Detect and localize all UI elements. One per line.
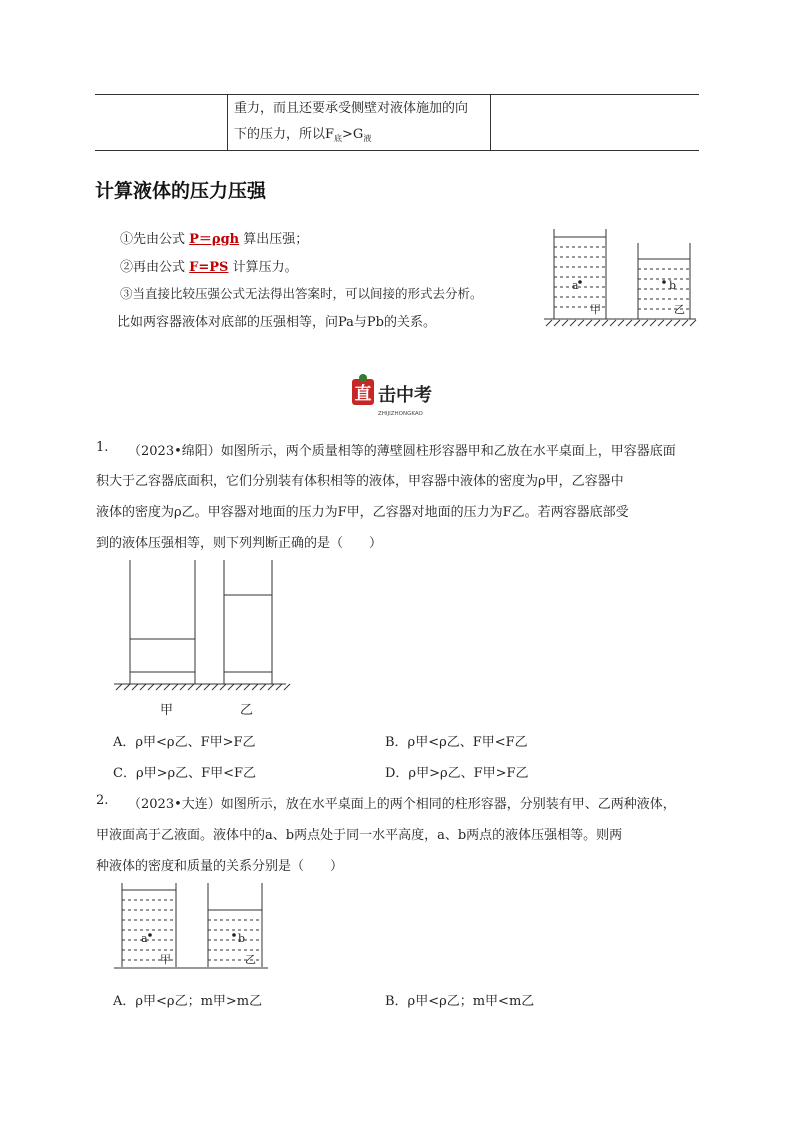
- label-jia: 甲: [590, 303, 601, 316]
- section-title: 计算液体的压力压强: [95, 180, 267, 202]
- question-1-figure: [112, 558, 292, 718]
- hint-example: 比如两容器液体对底部的压强相等，问Pa与Pb的关系。: [117, 315, 436, 330]
- question-2-line: 种液体的密度和质量的关系分别是（ ）: [96, 859, 344, 874]
- question-2-option-b[interactable]: B．ρ甲<ρ乙；m甲<m乙: [385, 994, 535, 1009]
- point-a: [578, 280, 582, 284]
- label-a: a: [141, 932, 148, 945]
- question-1-line: 到的液体压强相等，则下列判断正确的是（ ）: [96, 536, 383, 551]
- point-b: [232, 933, 236, 937]
- label-jia: 甲: [160, 703, 174, 718]
- zhijizhongkao-logo: [350, 373, 450, 419]
- logo-text: 击中考: [378, 385, 432, 406]
- question-2-line: （2023•大连）如图所示，放在水平桌面上的两个相同的柱形容器，分别装有甲、乙两种液体，: [128, 797, 676, 812]
- ground-hatching: [114, 684, 290, 690]
- question-2-option-a[interactable]: A．ρ甲<ρ乙；m甲>m乙: [113, 994, 263, 1009]
- logo-graphic: [350, 373, 450, 419]
- label-a: a: [572, 279, 579, 292]
- hint-figure: [540, 225, 700, 327]
- question-1-line: （2023•绵阳）如图所示，两个质量相等的薄壁圆柱形容器甲和乙放在水平桌面上，甲容器底面: [128, 444, 676, 459]
- question-1-line: 积大于乙容器底面积，它们分别装有体积相等的液体，甲容器中液体的密度为ρ甲，乙容器中: [96, 474, 624, 489]
- table-cell-text-line: 重力，而且还要承受侧壁对液体施加的向: [234, 101, 469, 116]
- logo-subtext: ZHIJIZHONGKAO: [378, 411, 423, 417]
- table-cell-text-line: 下的压力，所以$F_底>G_液$: [234, 127, 372, 143]
- question-1-option-d[interactable]: D．ρ甲>ρ乙、F甲>F乙: [385, 766, 529, 781]
- table-bottom-border: [95, 150, 699, 151]
- question-2-figure: [110, 879, 270, 977]
- logo-mark: 直: [354, 384, 372, 404]
- point-b: [662, 280, 666, 284]
- table-column-divider: [227, 94, 228, 150]
- hint-indirect: ③当直接比较压强公式无法得出答案时，可以间接的形式去分析。: [120, 286, 483, 301]
- question-1-option-a[interactable]: A．ρ甲<ρ乙、F甲>F乙: [113, 735, 256, 750]
- table-top-border: [95, 94, 699, 95]
- label-b: b: [669, 279, 677, 292]
- label-yi: 乙: [240, 703, 254, 718]
- ground-hatching: [544, 319, 696, 326]
- question-1-option-c[interactable]: C．ρ甲>ρ乙、F甲<F乙: [113, 766, 257, 781]
- point-a: [148, 933, 152, 937]
- table-column-divider: [490, 94, 491, 150]
- question-2-number: 2.: [96, 793, 109, 808]
- hint-formula-pressure: ①先由公式 P＝ρgh 算出压强；: [120, 232, 309, 247]
- question-1-option-b[interactable]: B．ρ甲<ρ乙、F甲<F乙: [385, 735, 528, 750]
- label-yi: 乙: [674, 303, 685, 316]
- question-2-line: 甲液面高于乙液面。液体中的a、b两点处于同一水平高度，a、b两点的液体压强相等。则两: [96, 828, 623, 843]
- question-1-line: 液体的密度为ρ乙。甲容器对地面的压力为F甲，乙容器对地面的压力为F乙。若两容器底部受: [96, 505, 629, 520]
- label-yi: 乙: [245, 953, 256, 966]
- hint-formula-force: ②再由公式 F=PS 计算压力。: [120, 260, 298, 275]
- label-b: b: [238, 932, 246, 945]
- container-yi: [224, 560, 272, 684]
- container-jia: [130, 560, 195, 684]
- question-1-number: 1.: [96, 440, 109, 455]
- label-jia: 甲: [160, 953, 171, 966]
